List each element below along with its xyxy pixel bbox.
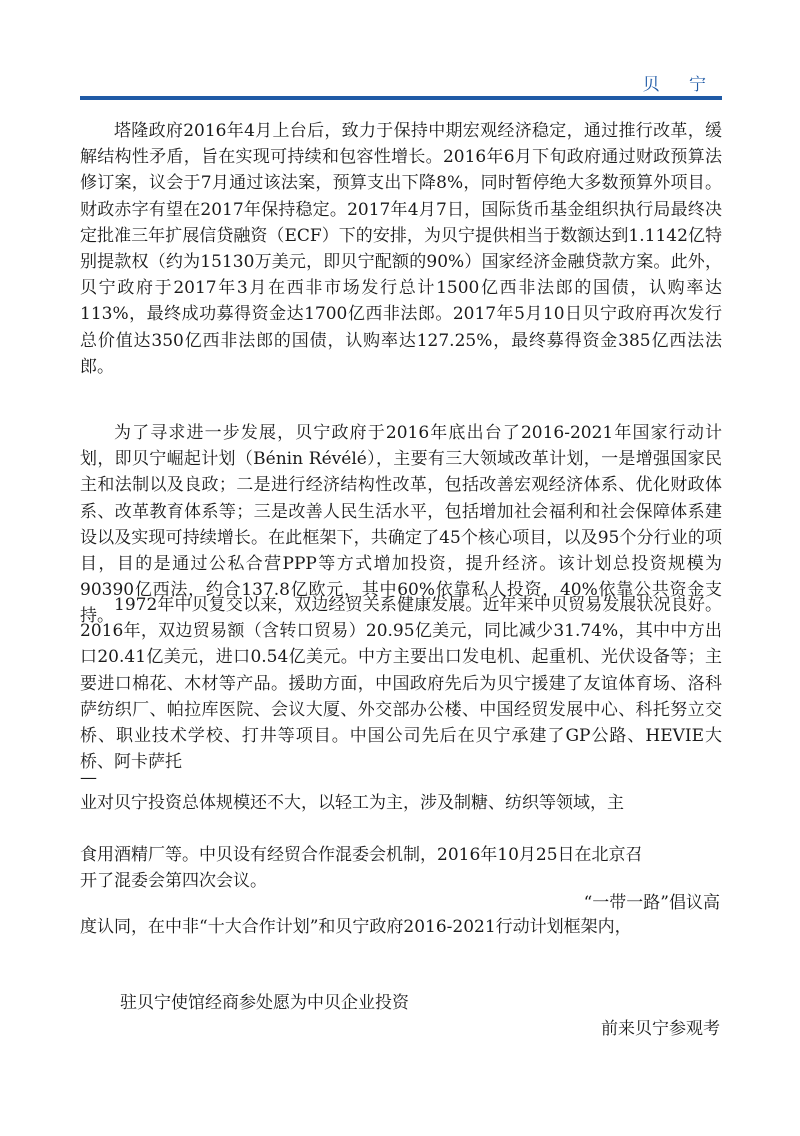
fragment-embassy: 驻贝宁使馆经商参处愿为中贝企业投资 <box>120 993 409 1013</box>
header-rule <box>80 96 722 100</box>
paragraph-economy: 塔隆政府2016年4月上台后，致力于保持中期宏观经济稳定，通过推行改革，缓解结构性矛盾，旨在实现可持续和包容性增长。2016年6月下旬政府通过财政预算法修订案，议会于7月通过该法案，预算支出下降8%，同时暂停绝大多数预算外项目。财政赤字有望在2017年保持稳定。2017年4月7日，国际货币基金组织执行局最终决定批准三年扩展信贷融资（ECF）下的安排，为贝宁提供相当于数额达到1.1142亿特别提款权（约为15130万美元，即贝宁配额的90%）国家经济金融贷款方案。此外，贝宁政府于2017年3月在西非市场发行总计1500亿西非法郎的国债，认购率达113%，最终成功募得资金达1700亿西非法郎。2017年5月10日贝宁政府再次发行总价值达350亿西非法郎的国债，认购率达127.25%，最终募得资金385亿西法法郎。 <box>80 121 722 377</box>
fragment-dash: — <box>80 768 97 788</box>
fragment-meeting: 开了混委会第四次会议。 <box>80 871 267 891</box>
fragment-investment: 业对贝宁投资总体规模还不大，以轻工为主，涉及制糖、纺织等领域，主 <box>80 793 624 813</box>
fragment-commission: 食用酒精厂等。中贝设有经贸合作混委会机制，2016年10月25日在北京召 <box>80 845 643 865</box>
fragment-cooperation-plan: 度认同，在中非“十大合作计划”和贝宁政府2016-2021行动计划框架内， <box>80 917 632 937</box>
paragraph-bilateral-trade: 1972年中贝复交以来，双边经贸关系健康发展。近年来中贝贸易发展状况良好。2016年，双边贸易额（含转口贸易）20.95亿美元，同比减少31.74%，其中中方出口20.41亿美元，进口0.54亿美元。中方主要出口发电机、起重机、光伏设备等；主要进口棉花、木材等产品。援助方面，中国政府先后为贝宁援建了友谊体育场、洛科萨纺织厂、帕拉库医院、会议大厦、外交部办公楼、中国经贸发展中心、科托努立交桥、职业技术学校、打井等项目。中国公司先后在贝宁承建了GP公路、HEVIE大桥、阿卡萨托 <box>80 595 722 773</box>
paragraph-action-plan: 为了寻求进一步发展，贝宁政府于2016年底出台了2016-2021年国家行动计划，即贝宁崛起计划（Bénin Révélé），主要有三大领域改革计划，一是增强国家民主和法制以及良政；二是进行经济结构性改革，包括改善宏观经济体系、优化财政体系、改革教育体系等；三是改善人民生活水平，包括增加社会福利和社会保障体系建设以及实现可持续增长。在此框架下，共确定了45个核心项目，以及95个分行业的项目，目的是通过公私合营PPP等方式增加投资，提升经济。该计划总投资规模为90390亿西法，约合137.8亿欧元，其中60%依靠私人投资，40%依靠公共资金支持。 <box>80 423 722 627</box>
header-title: 贝 宁 <box>642 75 718 95</box>
fragment-belt-road: “一带一路”倡议高 <box>583 893 720 913</box>
fragment-visit: 前来贝宁参观考 <box>601 1019 720 1039</box>
